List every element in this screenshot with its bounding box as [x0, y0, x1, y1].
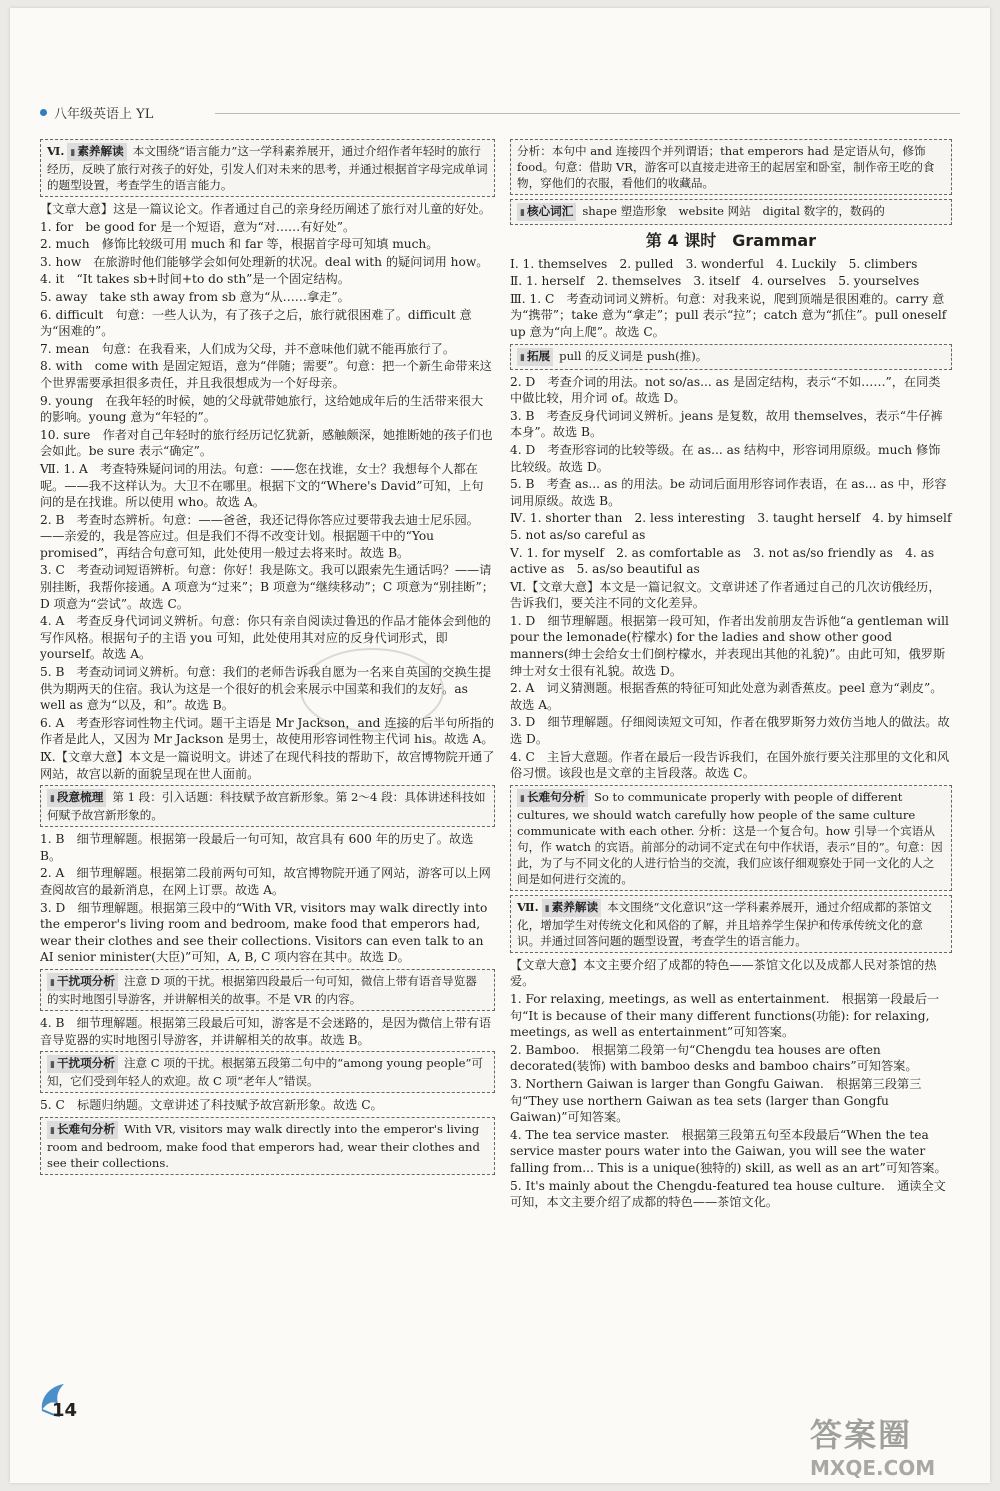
answer-paragraph: Ⅶ. 1. A 考查特殊疑问词的用法。句意：——您在找谁，女士？我想每个人都在呢。——我不这样认为。大卫不在哪里。根据下文的“Where's David”可知，上句问的是在找谁。所以使用 who。故选 A。 — [40, 461, 484, 510]
note-tag: ▮ 核心词汇 — [517, 203, 576, 221]
note-text: shape 塑造形象 website 网站 digital 数字的，数码的 — [582, 204, 885, 218]
answer-paragraph: 2. much 修饰比较级可用 much 和 far 等，根据首字母可知填 much。 — [40, 237, 439, 252]
answer-paragraph: 5. B 考查 as... as 的用法。be 动词后面用形容词作表语，在 as... as 中，形容词用原级。故选 B。 — [510, 477, 947, 508]
note-box — [510, 344, 952, 370]
answer-paragraph: 3. Northern Gaiwan is larger than Gongfu Gaiwan. 根据第三段第三句“They use northern Gaiwan as tea sets (larger than Gongfu Gaiwan)”可知答案。 — [510, 1076, 922, 1125]
answer-paragraph: 4. The tea service master. 根据第三段第五句至本段最后“When the tea service master pours water into the Gaiwan, you will see the water falling from... This is a unique(独特的) skill, as well as an art”可知答案。 — [510, 1127, 947, 1175]
lesson-heading: 第 4 课时 Grammar — [645, 231, 817, 250]
answer-paragraph: 1. for be good for 是一个短语，意为“对……有好处”。 — [40, 219, 356, 234]
note-box — [510, 785, 952, 891]
answer-paragraph: 3. C 考查动词短语辨析。句意：你好！我是陈文。我可以跟索先生通话吗？——请别挂断，我帮你接通。A 项意为“过来”；B 项意为“继续移动”；C 项意为“别挂断”；D 项意为“尝试”。故选 C。 — [40, 563, 494, 611]
watermark — [810, 1410, 960, 1480]
right-column — [510, 136, 964, 1212]
note-text: With VR, visitors may walk directly into the emperor's living room and bedroom, make food that emperors had, wear their clothes and see their collections. — [47, 1121, 480, 1170]
answer-paragraph: 4. A 考查反身代词词义辨析。句意：你只有亲自阅读过鲁迅的作品才能体会到他的写作风格。根据句子的主语 you 可知，此处使用其对应的反身代词形式，即 yourself。故选 A。 — [40, 614, 491, 662]
note-text: 本文围绕“文化意识”这一学科素养展开，通过介绍成都的茶馆文化，增加学生对传统文化和风俗的了解，并且培养学生保护和传承传统文化的意识。并通过回答问题的题型设置，考查学生的语言能力。 — [517, 899, 932, 948]
bullet-icon — [40, 109, 47, 116]
header-title: 八年级英语上 YL — [54, 107, 154, 122]
note-text: So to communicate properly with people of different cultures, we should watch carefully how people of the same culture communicate with each other. 分析：这是一个复合句。how 引导一个宾语从句，作 watch 的宾语。前部分的动词不定式在句中作状语，表示“目的”。句意：因此，为了与不同文化的人进行恰当的交流，我们应该仔细观察处于同一文化的人之间是如何进行交流的。 — [517, 789, 943, 886]
answer-paragraph: 1. For relaxing, meetings, as well as entertainment. 根据第一段最后一句“It is because of their many different functions(功能): for relaxing, meetings, as well as entertainment”可知答案。 — [510, 992, 940, 1040]
answer-paragraph: 2. Bamboo. 根据第二段第一句“Chengdu tea houses are often decorated(装饰) with bamboo desks and bamboo chairs”可知答案。 — [510, 1042, 918, 1074]
section-label: Ⅵ. — [47, 144, 65, 158]
answer-paragraph: Ⅳ. 1. shorter than 2. less interesting 3. taught herself 4. by himself 5. not as/so careful as — [510, 511, 964, 542]
note-box — [510, 139, 952, 195]
note-box — [40, 1117, 495, 1175]
answer-paragraph: 6. A 考查形容词性物主代词。题干主语是 Mr Jackson，and 连接的后半句所指的作者是此人，又因为 Mr Jackson 是男士，故使用形容词性物主代词 his。故选 A。 — [40, 715, 495, 747]
answer-paragraph: 3. D 细节理解题。仔细阅读短文可知，作者在俄罗斯努力效仿当地人的做法。故选 D。 — [510, 715, 950, 747]
answer-paragraph: 1. B 细节理解题。根据第一段最后一句可知，故宫具有 600 年的历史了。故选 B。 — [40, 832, 474, 863]
answer-paragraph: Ⅸ.【文章大意】本文是一篇说明文。讲述了在现代科技的帮助下，故宫博物院开通了网站，故宫以新的面貌呈现在世人面前。 — [40, 750, 495, 781]
left-column — [40, 136, 495, 1179]
note-box — [40, 139, 495, 197]
running-header — [40, 103, 960, 125]
answer-paragraph: 5. B 考查动词词义辨析。句意：我们的老师告诉我自愿为一名来自英国的交换生提供为期两天的住宿。我认为这是一个很好的机会来展示中国菜和我们的友好。as well as 意为“以及，和”。故选 B。 — [40, 665, 492, 713]
answer-paragraph: 1. D 细节理解题。根据第一段可知，作者出发前朋友告诉他“a gentleman will pour the lemonade(柠檬水) for the ladies and show other good manners(绅士会给女士们倒柠檬水，并表现出其他的礼貌)”。由此可知，俄罗斯绅士对女士很有礼貌。故选 D。 — [510, 613, 949, 678]
page — [10, 8, 990, 1483]
note-text: pull 的反义词是 push(推)。 — [559, 348, 708, 363]
answer-paragraph: 4. it “It takes sb+时间+to do sth”是一个固定结构。 — [40, 272, 350, 287]
note-tag: ▮ 干扰项分析 — [47, 1055, 118, 1073]
note-text: 分析：本句中 and 连接四个并列谓语；that emperors had 是定语从句，修饰 food。句意：借助 VR，游客可以直接走进帝王的起居室和卧室，制作帝王吃的食物，穿他们的衣服，看他们的收藏品。 — [517, 144, 935, 190]
answer-paragraph: 3. how 在旅游时他们能够学会如何处理新的状况。deal with 的疑问词用 how。 — [40, 254, 489, 269]
note-text: 注意 C 项的干扰。根据第五段第二句中的“among young people”可知，它们受到年轻人的欢迎。故 C 项“老年人”错误。 — [47, 1056, 484, 1089]
answer-paragraph: 【文章大意】这是一篇议论文。作者通过自己的亲身经历阐述了旅行对儿童的好处。 — [40, 202, 491, 216]
note-tag: ▮ 素养解读 — [542, 899, 601, 917]
answer-paragraph: 5. C 标题归纳题。文章讲述了科技赋予故宫新形象。故选 C。 — [40, 1098, 383, 1113]
note-text: 注意 D 项的干扰。根据第四段最后一句可知，微信上带有语音导览器的实时地图引导游客，并讲解相关的故事。不是 VR 的内容。 — [47, 973, 477, 1006]
answer-paragraph: 2. A 词义猜测题。根据香蕉的特征可知此处意为剥香蕉皮。peel 意为“剥皮”。故选 A。 — [510, 681, 943, 712]
answer-paragraph: 8. with come with 是固定短语，意为“伴随；需要”。句意：把一个新生命带来这个世界需要承担很多责任，并且我很想成为一个好母亲。 — [40, 359, 492, 390]
answer-paragraph: 4. B 细节理解题。根据第三段最后可知，游客是不会迷路的，是因为微信上带有语音导览器的实时地图引导游客，并讲解相关的故事。故选 B。 — [40, 1015, 492, 1047]
answer-paragraph: 5. away take sth away from sb 意为“从……拿走”。 — [40, 289, 350, 304]
answer-paragraph: 5. It's mainly about the Chengdu-featured tea house culture. 通读全文可知，本文主要介绍了成都的特色——茶馆文化。 — [510, 1178, 946, 1210]
answer-paragraph: 7. mean 句意：在我看来，人们成为父母，并不意味他们就不能再旅行了。 — [40, 341, 456, 356]
answer-paragraph: 4. D 考查形容词的比较等级。在 as... as 结构中，形容词用原级。much 修饰比较级。故选 D。 — [510, 442, 941, 474]
answer-paragraph: 6. difficult 句意：一些人认为，有了孩子之后，旅行就很困难了。difficult 意为“困难的”。 — [40, 307, 472, 339]
answer-paragraph: 2. A 细节理解题。根据第二段前两句可知，故宫博物院开通了网站，游客可以上网查阅故宫的最新消息，在网上订票。故选 A。 — [40, 866, 491, 897]
answer-paragraph: 2. D 考查介词的用法。not so/as... as 是固定结构，表示“不如……”，在同类中做比较，用介词 of。故选 D。 — [510, 374, 941, 406]
note-tag: ▮ 段意梳理 — [47, 789, 106, 807]
answer-paragraph: Ⅵ.【文章大意】本文是一篇记叙文。文章讲述了作者通过自己的几次访俄经历，告诉我们，要关注不同的文化差异。 — [510, 579, 941, 611]
answer-paragraph: 3. B 考查反身代词词义辨析。jeans 是复数，故用 themselves，表示“牛仔裤本身”。故选 B。 — [510, 408, 943, 440]
answer-paragraph: 3. D 细节理解题。根据第三段中的“With VR, visitors may walk directly into the emperor's living room and bedroom, make food that emperors had, wear their clothes and see their collections. Visitors can even talk to an AI senior minister(大臣)”可知，A, B, C 项内容在其中。故选 D。 — [40, 900, 488, 965]
answer-paragraph: Ⅴ. 1. for myself 2. as comfortable as 3. not as/so friendly as 4. as active as 5. as/so beautiful as — [510, 545, 935, 577]
answer-paragraph: 【文章大意】本文主要介绍了成都的特色——茶馆文化以及成都人民对茶馆的热爱。 — [510, 957, 937, 989]
note-tag: ▮ 长难句分析 — [47, 1121, 118, 1139]
note-tag: ▮ 干扰项分析 — [47, 973, 118, 991]
watermark-cn: 答案圈 — [810, 1416, 913, 1454]
note-box — [40, 785, 495, 827]
answer-paragraph: Ⅱ. 1. herself 2. themselves 3. itself 4. ourselves 5. yourselves — [510, 274, 920, 289]
note-text: 本文围绕“语言能力”这一学科素养展开，通过介绍作者年轻时的旅行经历，反映了旅行对孩子的好处，引发人们对未来的思考，并通过根据首字母完成单词的题型设置，考查学生的语言能力。 — [47, 144, 488, 192]
note-box — [40, 1051, 495, 1093]
watermark-en: MXQE.COM — [810, 1456, 936, 1480]
answer-paragraph: 9. young 在我年轻的时候，她的父母就带她旅行，这给她成年后的生活带来很大的影响。young 意为“年轻的”。 — [40, 393, 484, 425]
faint-stamp — [300, 648, 444, 732]
note-box — [40, 969, 495, 1011]
note-tag: ▮ 素养解读 — [67, 143, 126, 161]
note-text: 第 1 段：引入话题：科技赋予故宫新形象。第 2～4 段：具体讲述科技如何赋予故宫新形象的。 — [47, 790, 486, 823]
note-box — [510, 895, 952, 953]
note-box — [510, 199, 952, 225]
answer-paragraph: Ⅲ. 1. C 考查动词词义辨析。句意：对我来说，爬到顶端是很困难的。carry 意为“携带”；take 意为“拿走”；pull 表示“拉”；catch 意为“抓住”。pull oneself up 意为“向上爬”。故选 C。 — [510, 291, 947, 339]
answer-paragraph: 4. C 主旨大意题。作者在最后一段告诉我们，在国外旅行要关注那里的文化和风俗习惯。该段也是文章的主旨段落。故选 C。 — [510, 749, 950, 781]
answer-paragraph: 10. sure 作者对自己年轻时的旅行经历记忆犹新，感触颇深，她推断她的孩子们也会如此。be sure 表示“确定”。 — [40, 427, 493, 459]
header-rule — [215, 113, 960, 114]
page-number: 14 — [52, 1400, 78, 1421]
section-label: Ⅶ. — [517, 899, 539, 914]
answer-paragraph: Ⅰ. 1. themselves 2. pulled 3. wonderful 4. Luckily 5. climbers — [510, 256, 918, 271]
answer-paragraph: 2. B 考查时态辨析。句意：——爸爸，我还记得你答应过要带我去迪士尼乐园。——亲爱的，我是答应过。但是我们不得不改变计划。根据题干中的“You promised”，再结合句意可知，此处使用一般过去将来时。故选 B。 — [40, 512, 479, 560]
note-tag: ▮ 拓展 — [517, 348, 553, 366]
note-tag: ▮ 长难句分析 — [517, 789, 588, 807]
